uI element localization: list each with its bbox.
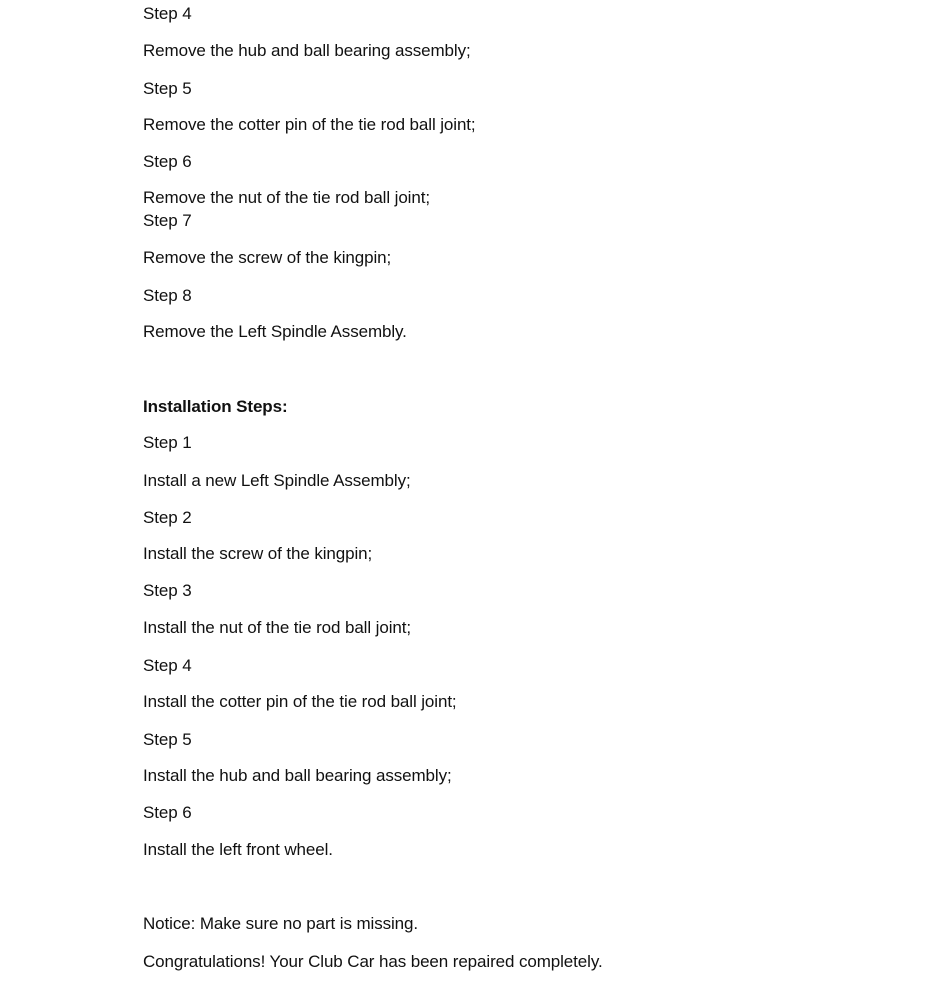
install-step-4-text: Install the cotter pin of the tie rod ball joint; xyxy=(143,692,457,711)
install-step-2-label: Step 2 xyxy=(143,508,192,527)
install-step-3-text: Install the nut of the tie rod ball joint; xyxy=(143,618,411,637)
removal-step-8-text: Remove the Left Spindle Assembly. xyxy=(143,322,407,341)
install-step-1-label: Step 1 xyxy=(143,433,192,452)
removal-step-7-text: Remove the screw of the kingpin; xyxy=(143,248,392,267)
installation-heading: Installation Steps: xyxy=(143,397,288,416)
removal-step-7-label: Step 7 xyxy=(143,211,192,230)
removal-step-5-text: Remove the cotter pin of the tie rod ball joint; xyxy=(143,115,476,134)
install-step-5-text: Install the hub and ball bearing assembly; xyxy=(143,766,452,785)
removal-step-4-label: Step 4 xyxy=(143,4,192,23)
removal-step-6-label: Step 6 xyxy=(143,152,192,171)
removal-step-5-label: Step 5 xyxy=(143,79,192,98)
notice-text: Notice: Make sure no part is missing. xyxy=(143,914,419,933)
removal-step-8-label: Step 8 xyxy=(143,286,192,305)
install-step-6-label: Step 6 xyxy=(143,803,192,822)
install-step-6-text: Install the left front wheel. xyxy=(143,840,333,859)
removal-step-6-text: Remove the nut of the tie rod ball joint; xyxy=(143,188,430,207)
install-step-3-label: Step 3 xyxy=(143,581,192,600)
install-step-5-label: Step 5 xyxy=(143,730,192,749)
install-step-1-text: Install a new Left Spindle Assembly; xyxy=(143,471,411,490)
install-step-2-text: Install the screw of the kingpin; xyxy=(143,544,373,563)
congrats-text: Congratulations! Your Club Car has been repaired completely. xyxy=(143,952,603,971)
removal-step-4-text: Remove the hub and ball bearing assembly; xyxy=(143,41,471,60)
install-step-4-label: Step 4 xyxy=(143,656,192,675)
